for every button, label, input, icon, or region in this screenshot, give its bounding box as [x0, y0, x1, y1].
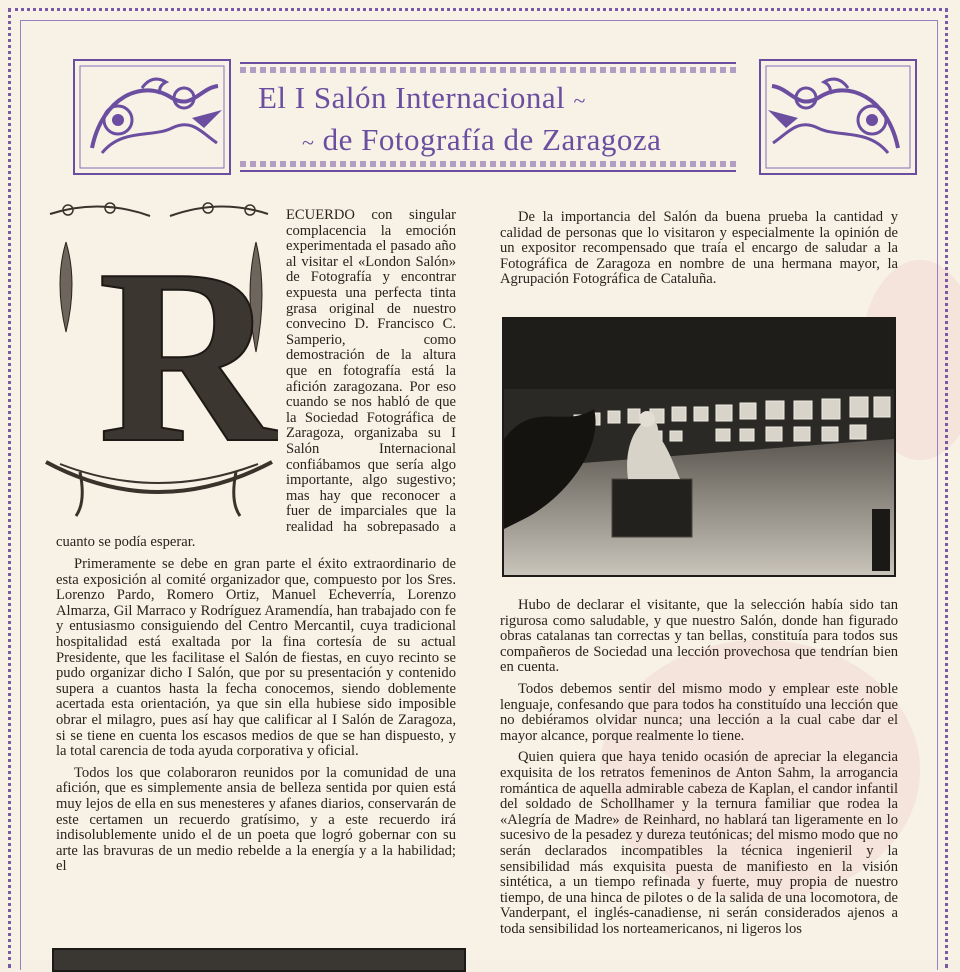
flourish-icon: ~ [573, 88, 586, 113]
article-title-line2: ~ de Fotografía de Zaragoza [302, 122, 662, 157]
paragraph: Todos debemos sentir del mismo modo y emplear este noble lenguaje, confesando que para todos ha constituído una lección que no debiéramos olvidar nunca; una lección a la cual cabe dar el mayor alcance, porque realmente lo tiene. [500, 680, 898, 744]
ornamental-drop-cap [40, 202, 278, 520]
flourish-icon: ~ [302, 130, 315, 155]
article-column-right-bottom [500, 598, 898, 943]
article-header [72, 58, 918, 176]
dragon-ornament-left [72, 58, 232, 176]
paragraph: ECUERDO con singular complacencia la emoción experimentada el pasado año al visitar el «London Salón» de Fotografía y encontrar expuesta una perfecta tinta grasa original de nuestro convecino D. Francisco C. Samperio, como demostración de la altura que en fotografía está la afición zaragozana. Por eso cuando se nos habló de que la Sociedad Fotográfica de Zaragoza, organizaba su I Salón Internacional confiábamos que sería algo importante, algo sugestivo; mas hay que reconocer a fuer de imparciales que la realidad ha sobrepasado a cuanto se podía esperar. [56, 207, 456, 551]
exhibition-hall-photo [502, 317, 896, 577]
svg-text:R: R [98, 218, 278, 495]
article-column-right-top [500, 210, 898, 294]
paragraph: Primeramente se debe en gran parte el éxito extraordinario de esta exposición al comité organizador que, compuesto por los Sres. Lorenzo Pardo, Romero Ortiz, Manuel Echeverría, Lorenzo Almarza, Gil Marraco y Rodríguez Aramendía, han trabajado con fe y entusiasmo consiguiendo del Centro Mercantil, cuya tradicional hospitalidad está exaltada por la fina cortesía de su actual Presidente, que les facilitase el Salón de fiestas, en cuyo recinto se pudo organizar dicho I Salón, que por su presentación y contenido supera a cuantos hasta la fecha conocemos, siendo doblemente acertada esta orientación, ya que sin ella hubiese sido imposible obrar el milagro, pues así hay que calificar al I Salón de Zaragoza, si se tiene en cuenta los escasos medios de que se han dispuesto, y la total carencia de toda ayuda corporativa y oficial. [56, 556, 456, 760]
dragon-ornament-right [758, 58, 918, 176]
paragraph: Hubo de declarar el visitante, que la selección había sido tan rigurosa como saludable, y que nuestro Salón, donde han figurado obras catalanas tan correctas y tan bellas, constituía para todos sus compañeros de Sociedad una lección provechosa que tendrían bien en cuenta. [500, 597, 898, 676]
paragraph: Todos los que colaboraron reunidos por la comunidad de una afición, que es simplemente ansia de belleza sentida por quien está muy lejos de ella en sus menesteres y afanes diarios, conservarán de este certamen un recuerdo gratísimo, y a este recuerdo irá indisolublemente unido el de un poeta que logró gobernar con su arte las bravuras de un medio rebelde a la energía y a la habilidad; el [56, 764, 456, 875]
paragraph: De la importancia del Salón da buena prueba la cantidad y calidad de personas que lo visitaron y especialmente la opinión de un expositor recompensado que traía el encargo de saludar a la Fotográfica de Zaragoza en nombre de una hermana mayor, la Agrupación Fotográfica de Cataluña. [500, 209, 898, 288]
title-banner [240, 62, 736, 172]
paragraph: Quien quiera que haya tenido ocasión de apreciar la elegancia exquisita de los retratos femeninos de Anton Sahm, la arrogancia romántica de aquella admirable cabeza de Kaplan, el candor infantil del soldado de Schollhamer y la ternura familiar que rodea la «Alegría de Madre» de Reinhard, no hablará tan ligeramente en lo sucesivo de la pesadez y dureza teutónicas; del mismo modo que no serán declarados incompatibles la técnica ingenieril y la sensibilidad más exquisita puesta de manifiesto en la visión sintética, a un tiempo refinada y fuerte, muy propia de nuestro tiempo, de una hinca de pilotes o de la salida de una locomotora, de Vanderpant, el inglés-canadiense, ni serán considerados ajenos a toda sensibilidad los norteamericanos, ni ligeros los [500, 749, 898, 937]
bottom-photo-edge [52, 948, 466, 972]
article-title-line1: El I Salón Internacional ~ [258, 80, 586, 115]
article-column-left [56, 208, 456, 881]
